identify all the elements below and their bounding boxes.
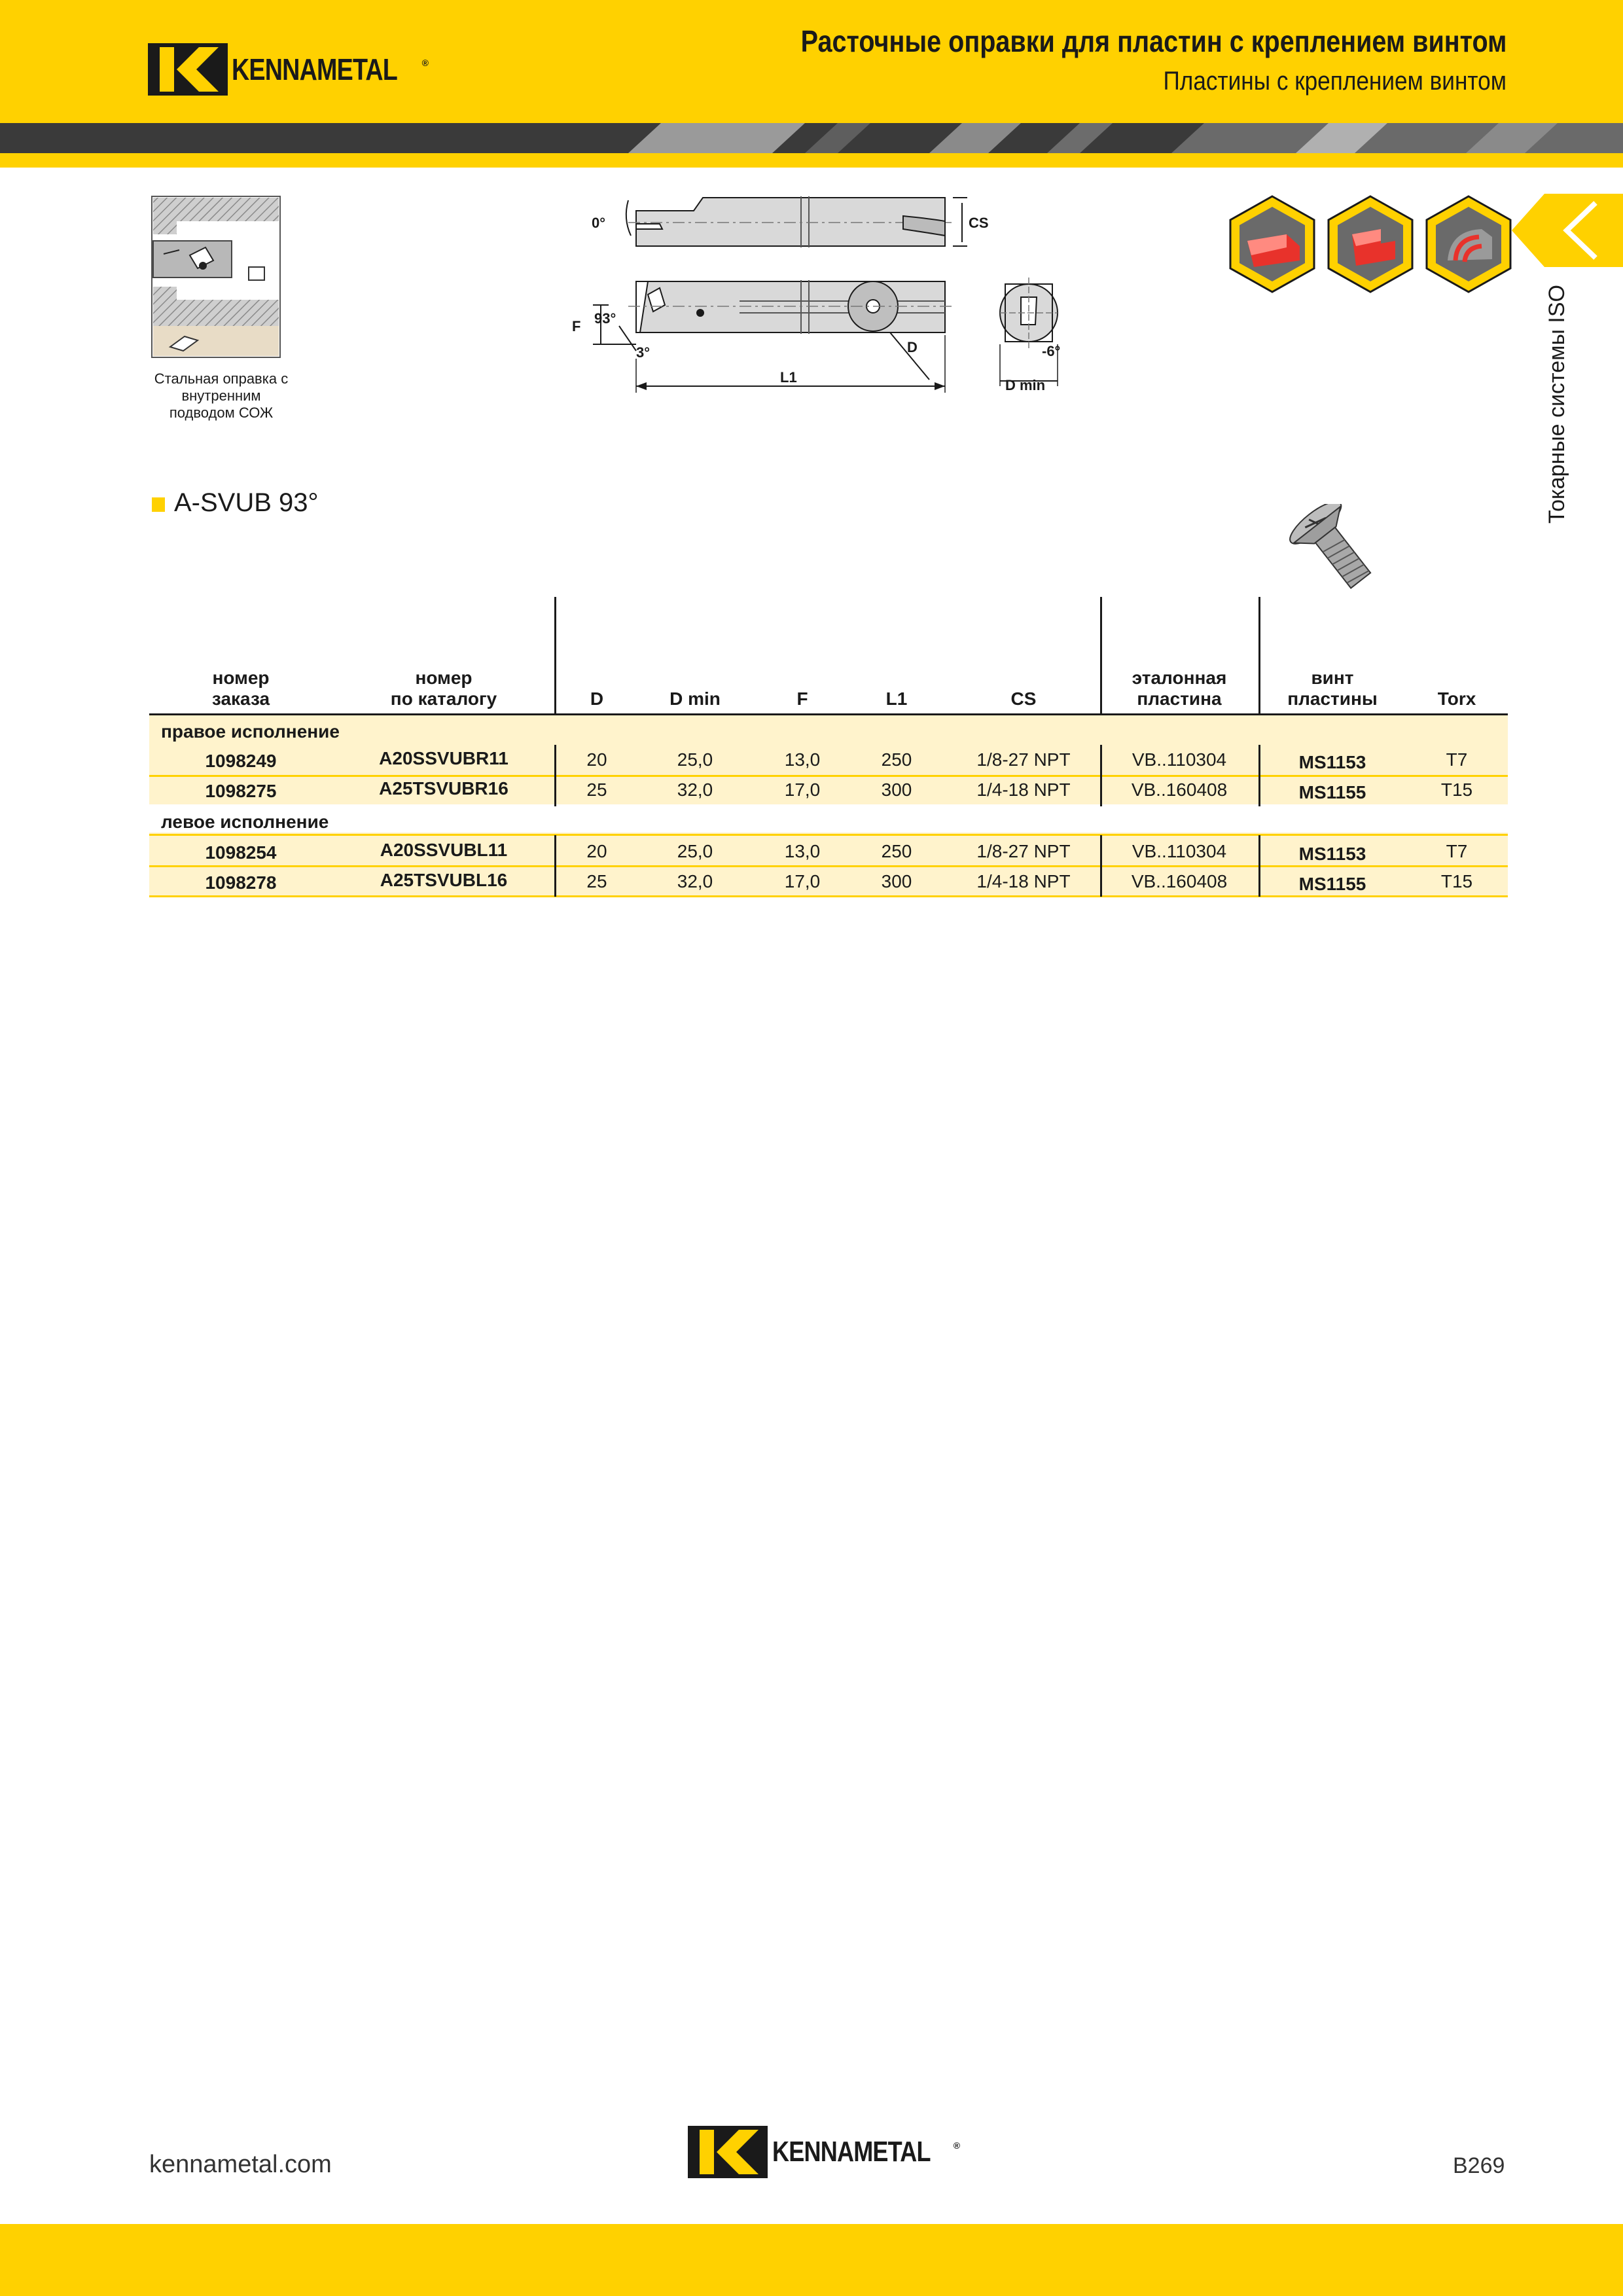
holder-caption: Стальная оправка с внутренним подводом СОЖ [154,370,289,421]
header-d: D [590,689,604,709]
cell-screw: MS1153 [1298,752,1366,772]
footer-brand-name: KENNAMETAL [772,2136,931,2168]
section-bullet [152,497,165,512]
cell-order-no: 1098254 [205,842,277,863]
cell-cs: 1/4-18 NPT [976,780,1071,800]
cell-screw: MS1155 [1298,874,1366,894]
cell-torx: T7 [1446,841,1468,861]
header-catalog-no: номер по каталогу [390,668,497,709]
table-divider [1258,835,1260,897]
page-subtitle: Пластины с креплением винтом [1163,67,1507,96]
cell-catalog-no: A25TSVUBR16 [379,778,508,798]
table-divider [1258,597,1260,715]
application-icons [1228,195,1513,293]
cell-f: 13,0 [784,749,821,770]
boring-profile-icon [1228,195,1317,293]
angle-3-label: 3° [636,344,651,361]
page-title: Расточные оправки для пластин с креплением винтом [800,24,1507,58]
holder-technical-drawing [563,190,1099,406]
cell-dmin: 25,0 [677,749,713,770]
dmin-label: D min [1005,377,1046,393]
drawing-top-view [626,196,967,247]
cell-order-no: 1098275 [205,781,277,801]
angle-top-label: 0° [592,215,606,231]
brand-logo [148,43,429,96]
angle-neg6-label: -6° [1042,343,1061,359]
table-divider [554,835,556,897]
footer-url[interactable]: kennametal.com [149,2151,332,2178]
cell-order-no: 1098249 [205,751,277,771]
page-number: B269 [1453,2153,1505,2178]
cell-d: 25 [586,871,607,891]
cell-insert: VB..160408 [1131,780,1228,800]
cell-cs: 1/8-27 NPT [976,841,1071,861]
insert-screw-image [1287,504,1385,593]
footer-trademark-symbol: ® [953,2140,961,2151]
cell-l1: 300 [881,871,912,891]
cell-catalog-no: A25TSVUBL16 [380,870,508,890]
header-order-no: номер заказа [211,668,270,709]
cell-order-no: 1098278 [205,872,277,893]
cell-f: 13,0 [784,841,821,861]
cell-catalog-no: A20SSVUBR11 [379,748,508,768]
table-divider [1100,835,1102,897]
row-separator [149,834,1508,836]
table-divider [554,745,556,806]
table-divider [1258,745,1260,806]
header-stripe [0,123,1623,153]
cell-dmin: 32,0 [677,871,713,891]
bore-application-sketch [151,195,281,360]
d-label: D [907,339,918,355]
cell-f: 17,0 [784,780,821,800]
cell-f: 17,0 [784,871,821,891]
facing-profile-icon [1326,195,1415,293]
cell-l1: 300 [881,780,912,800]
cell-screw: MS1153 [1298,844,1366,864]
drawing-side-view [593,280,955,393]
cell-catalog-no: A20SSVUBL11 [380,840,508,860]
cell-d: 20 [586,841,607,861]
cell-dmin: 25,0 [677,841,713,861]
f-label: F [572,318,581,334]
footer-band [0,2224,1623,2296]
group-label-right: правое исполнение [161,721,340,742]
cell-insert: VB..160408 [1131,871,1228,891]
footer-brand-logo [687,2126,960,2178]
section-title: A-SVUB 93° [174,488,319,517]
cell-torx: T15 [1440,871,1473,891]
cs-label: CS [969,215,989,231]
drawing-end-view [1000,278,1061,386]
header-insert: эталонная пластина [1132,668,1227,709]
cell-dmin: 32,0 [677,780,713,800]
contour-profile-icon [1424,195,1513,293]
cell-screw: MS1155 [1298,782,1366,802]
table-divider [1100,745,1102,806]
cell-d: 25 [586,780,607,800]
table-divider [1100,597,1102,715]
cell-cs: 1/8-27 NPT [976,749,1071,770]
cell-insert: VB..110304 [1132,749,1227,770]
cell-torx: T7 [1446,749,1468,770]
header-yellow-underline [0,153,1623,168]
cell-torx: T15 [1440,780,1473,800]
header-l1: L1 [885,689,908,709]
kennametal-k-icon [148,43,228,96]
kennametal-k-icon [687,2126,768,2178]
side-tab-label: Токарные системы ISO [1544,285,1569,524]
brand-name: KENNAMETAL [232,52,398,86]
header-cs: CS [1010,689,1037,709]
l1-label: L1 [780,369,797,386]
cell-l1: 250 [881,841,912,861]
group-label-left: левое исполнение [161,812,329,832]
cell-l1: 250 [881,749,912,770]
angle-93-label: 93° [594,310,616,327]
header-dmin: D min [669,689,721,709]
header-screw: винт пластины [1287,668,1378,709]
header-torx: Torx [1437,689,1476,709]
header-f: F [796,689,808,709]
cell-cs: 1/4-18 NPT [976,871,1071,891]
cell-d: 20 [586,749,607,770]
table-divider [554,597,556,715]
trademark-symbol: ® [421,58,429,68]
cell-insert: VB..110304 [1132,841,1227,861]
